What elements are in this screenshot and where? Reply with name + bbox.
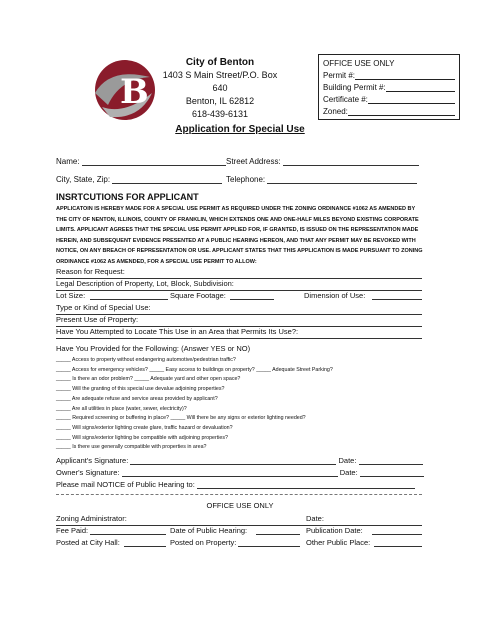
street-row: [226, 157, 419, 166]
applicant-signature-field[interactable]: [130, 456, 336, 465]
permit-label: Permit #:: [323, 71, 356, 80]
lot-size-label: Lot Size:: [56, 291, 86, 300]
zoned-label: Zoned:: [323, 107, 348, 116]
posted-row: [56, 538, 422, 549]
posted-city-hall-label: Posted at City Hall:: [56, 538, 120, 547]
provided-item[interactable]: _____ Required screening or buffering in place? _____ Will there be any signs or exterior lighting needed?: [56, 415, 306, 422]
phone-number: 618-439-6131: [191, 109, 249, 119]
other-public-label: Other Public Place:: [306, 538, 371, 547]
square-footage-field[interactable]: [230, 291, 274, 300]
city-state-zip-field[interactable]: [112, 175, 222, 184]
legal-row[interactable]: [56, 279, 422, 291]
instructions-title: INSRTCUTIONS FOR APPLICANT: [56, 192, 199, 202]
owner-date-field[interactable]: [360, 468, 424, 477]
street-field[interactable]: [283, 157, 419, 166]
posted-property-label: Posted on Property:: [170, 538, 237, 547]
owner-signature-label: Owner's Signature:: [56, 468, 120, 477]
type-label: Type or Kind of Special Use:: [56, 303, 151, 312]
telephone-label: Telephone:: [226, 175, 266, 184]
legal-label: Legal Description of Property, Lot, Block, Subdivision:: [56, 279, 234, 288]
square-footage-label: Square Footage:: [170, 291, 226, 300]
provided-item[interactable]: _____ Will the granting of this special use devalue adjoining properties?: [56, 386, 225, 393]
owner-signature-row: [56, 468, 424, 477]
street-label: Street Address:: [226, 157, 281, 166]
certificate-field[interactable]: [368, 94, 455, 104]
logo-letter: B: [120, 72, 149, 112]
fee-paid-label: Fee Paid:: [56, 526, 89, 535]
applicant-date-label: Date:: [338, 456, 357, 465]
dimension-field[interactable]: [372, 291, 422, 300]
city-state-zip-row: [56, 175, 222, 184]
fee-row: [56, 526, 422, 537]
permit-field[interactable]: [355, 70, 455, 80]
lot-size-field[interactable]: [90, 291, 168, 300]
divider: [56, 494, 422, 495]
address-line-2: Benton, IL 62812: [185, 96, 255, 106]
attempted-label: Have You Attempted to Locate This Use in an Area that Permits Its Use?:: [56, 327, 299, 336]
zoning-admin-label: Zoning Administrator:: [56, 514, 127, 523]
provided-item[interactable]: _____ Are adequate refuse and service areas provided by applicant?: [56, 395, 218, 402]
publication-date-field[interactable]: [372, 526, 422, 535]
present-row[interactable]: [56, 315, 422, 327]
provided-title: Have You Provided for the Following: (Answer YES or NO): [56, 344, 251, 353]
present-label: Present Use of Property:: [56, 315, 139, 324]
city-logo: [90, 57, 160, 123]
name-row: [56, 157, 226, 166]
building-permit-field[interactable]: [386, 82, 455, 92]
zoned-field[interactable]: [348, 106, 455, 116]
notice-row: [56, 480, 415, 489]
dimension-label: Dimension of Use:: [304, 291, 366, 300]
notice-field[interactable]: [197, 480, 415, 489]
zoning-date-label: Date:: [306, 514, 324, 523]
office-box-title: OFFICE USE ONLY: [323, 59, 395, 68]
other-public-field[interactable]: [374, 538, 422, 547]
provided-item[interactable]: _____ Access to property without endangering automotive/pedestrian traffic?: [56, 357, 236, 363]
provided-item[interactable]: _____ Will signs/exterior lighting be compatible with adjoining properties?: [56, 434, 228, 441]
applicant-signature-row: [56, 456, 423, 465]
provided-item[interactable]: _____ Are all utilities in place (water, sewer, electricity)?: [56, 405, 187, 412]
attempted-row[interactable]: [56, 327, 422, 339]
name-field[interactable]: [82, 157, 226, 166]
provided-item[interactable]: _____ Will signs/exterior lighting create glare, traffic hazard or devaluation?: [56, 424, 233, 431]
posted-property-field[interactable]: [238, 538, 300, 547]
city-state-zip-label: City, State, Zip:: [56, 175, 111, 184]
type-row[interactable]: [56, 303, 422, 315]
page-title: Application for Special Use: [175, 124, 305, 135]
reason-label: Reason for Request:: [56, 267, 125, 276]
publication-date-label: Publication Date:: [306, 526, 363, 535]
provided-list: [56, 356, 436, 453]
provided-item[interactable]: _____ Is there an odor problem? _____ Adequate yard and other open space?: [56, 376, 241, 383]
posted-city-hall-field[interactable]: [124, 538, 166, 547]
notice-label: Please mail NOTICE of Public Hearing to:: [56, 480, 195, 489]
telephone-field[interactable]: [267, 175, 417, 184]
office-use-title: OFFICE USE ONLY: [206, 501, 274, 510]
certificate-label: Certificate #:: [323, 95, 368, 104]
applicant-signature-label: Applicant's Signature:: [56, 456, 129, 465]
date-hearing-field[interactable]: [256, 526, 300, 535]
zoning-admin-row[interactable]: [56, 514, 422, 526]
city-name: City of Benton: [185, 57, 255, 68]
reason-row[interactable]: [56, 267, 422, 279]
name-label: Name:: [56, 157, 80, 166]
owner-signature-field[interactable]: [122, 468, 338, 477]
fee-paid-field[interactable]: [90, 526, 166, 535]
telephone-row: [226, 175, 417, 184]
provided-item[interactable]: _____ Is there use generally compatible with properties in area?: [56, 444, 207, 451]
instructions-body: APPLICATOIN IS HEREBY MADE FOR A SPECIAL USE PERMIT AS REQUIRED UNDER THE ZONING ORDINANCE #1062 AS AMENDED BY THE CITY OF NENTON, ILLINOIS, COUNTY OF FRANKLIN, WHICH EXTENDS ONE AND ONE-HALF MILES BEYOND EXISTING CORPORATE LIMITS. APPLICANT AGREES THAT THE SPECIAL USE PERMIT APPLIED FOR, IF GRANTED, IS ISSUED ON THE REPRESENTATION MADE HEREIN, AND SUBSEQUENT EVIDENCE PRESENTED AT A PUBLIC HEARING HEREON, AND THAT ANY PERMIT MAY BE REVOKED WITH NOTICE, ON ANY BREACH OF REPRESENTATION OR USE. APPLICANT STATES THAT THIS APPLICATION IS MADE PURSUANT TO ZONING ORDINANCE #1062 AS AMENDED, FOR A SPECIAL USE PERMIT TO ALLOW:: [56, 206, 423, 265]
owner-date-label: Date:: [339, 468, 358, 477]
applicant-date-field[interactable]: [359, 456, 423, 465]
office-use-box: [318, 54, 460, 120]
lot-row: [56, 291, 422, 302]
date-hearing-label: Date of Public Hearing:: [170, 526, 248, 535]
building-permit-label: Building Permit #:: [323, 83, 386, 92]
header-address: [160, 56, 280, 121]
address-line-1: 1403 S Main Street/P.O. Box 640: [162, 70, 278, 93]
provided-item[interactable]: _____ Access for emergency vehicles? _____ Easy access to buildings on property? _____ Adequate Street Parking?: [56, 366, 333, 373]
